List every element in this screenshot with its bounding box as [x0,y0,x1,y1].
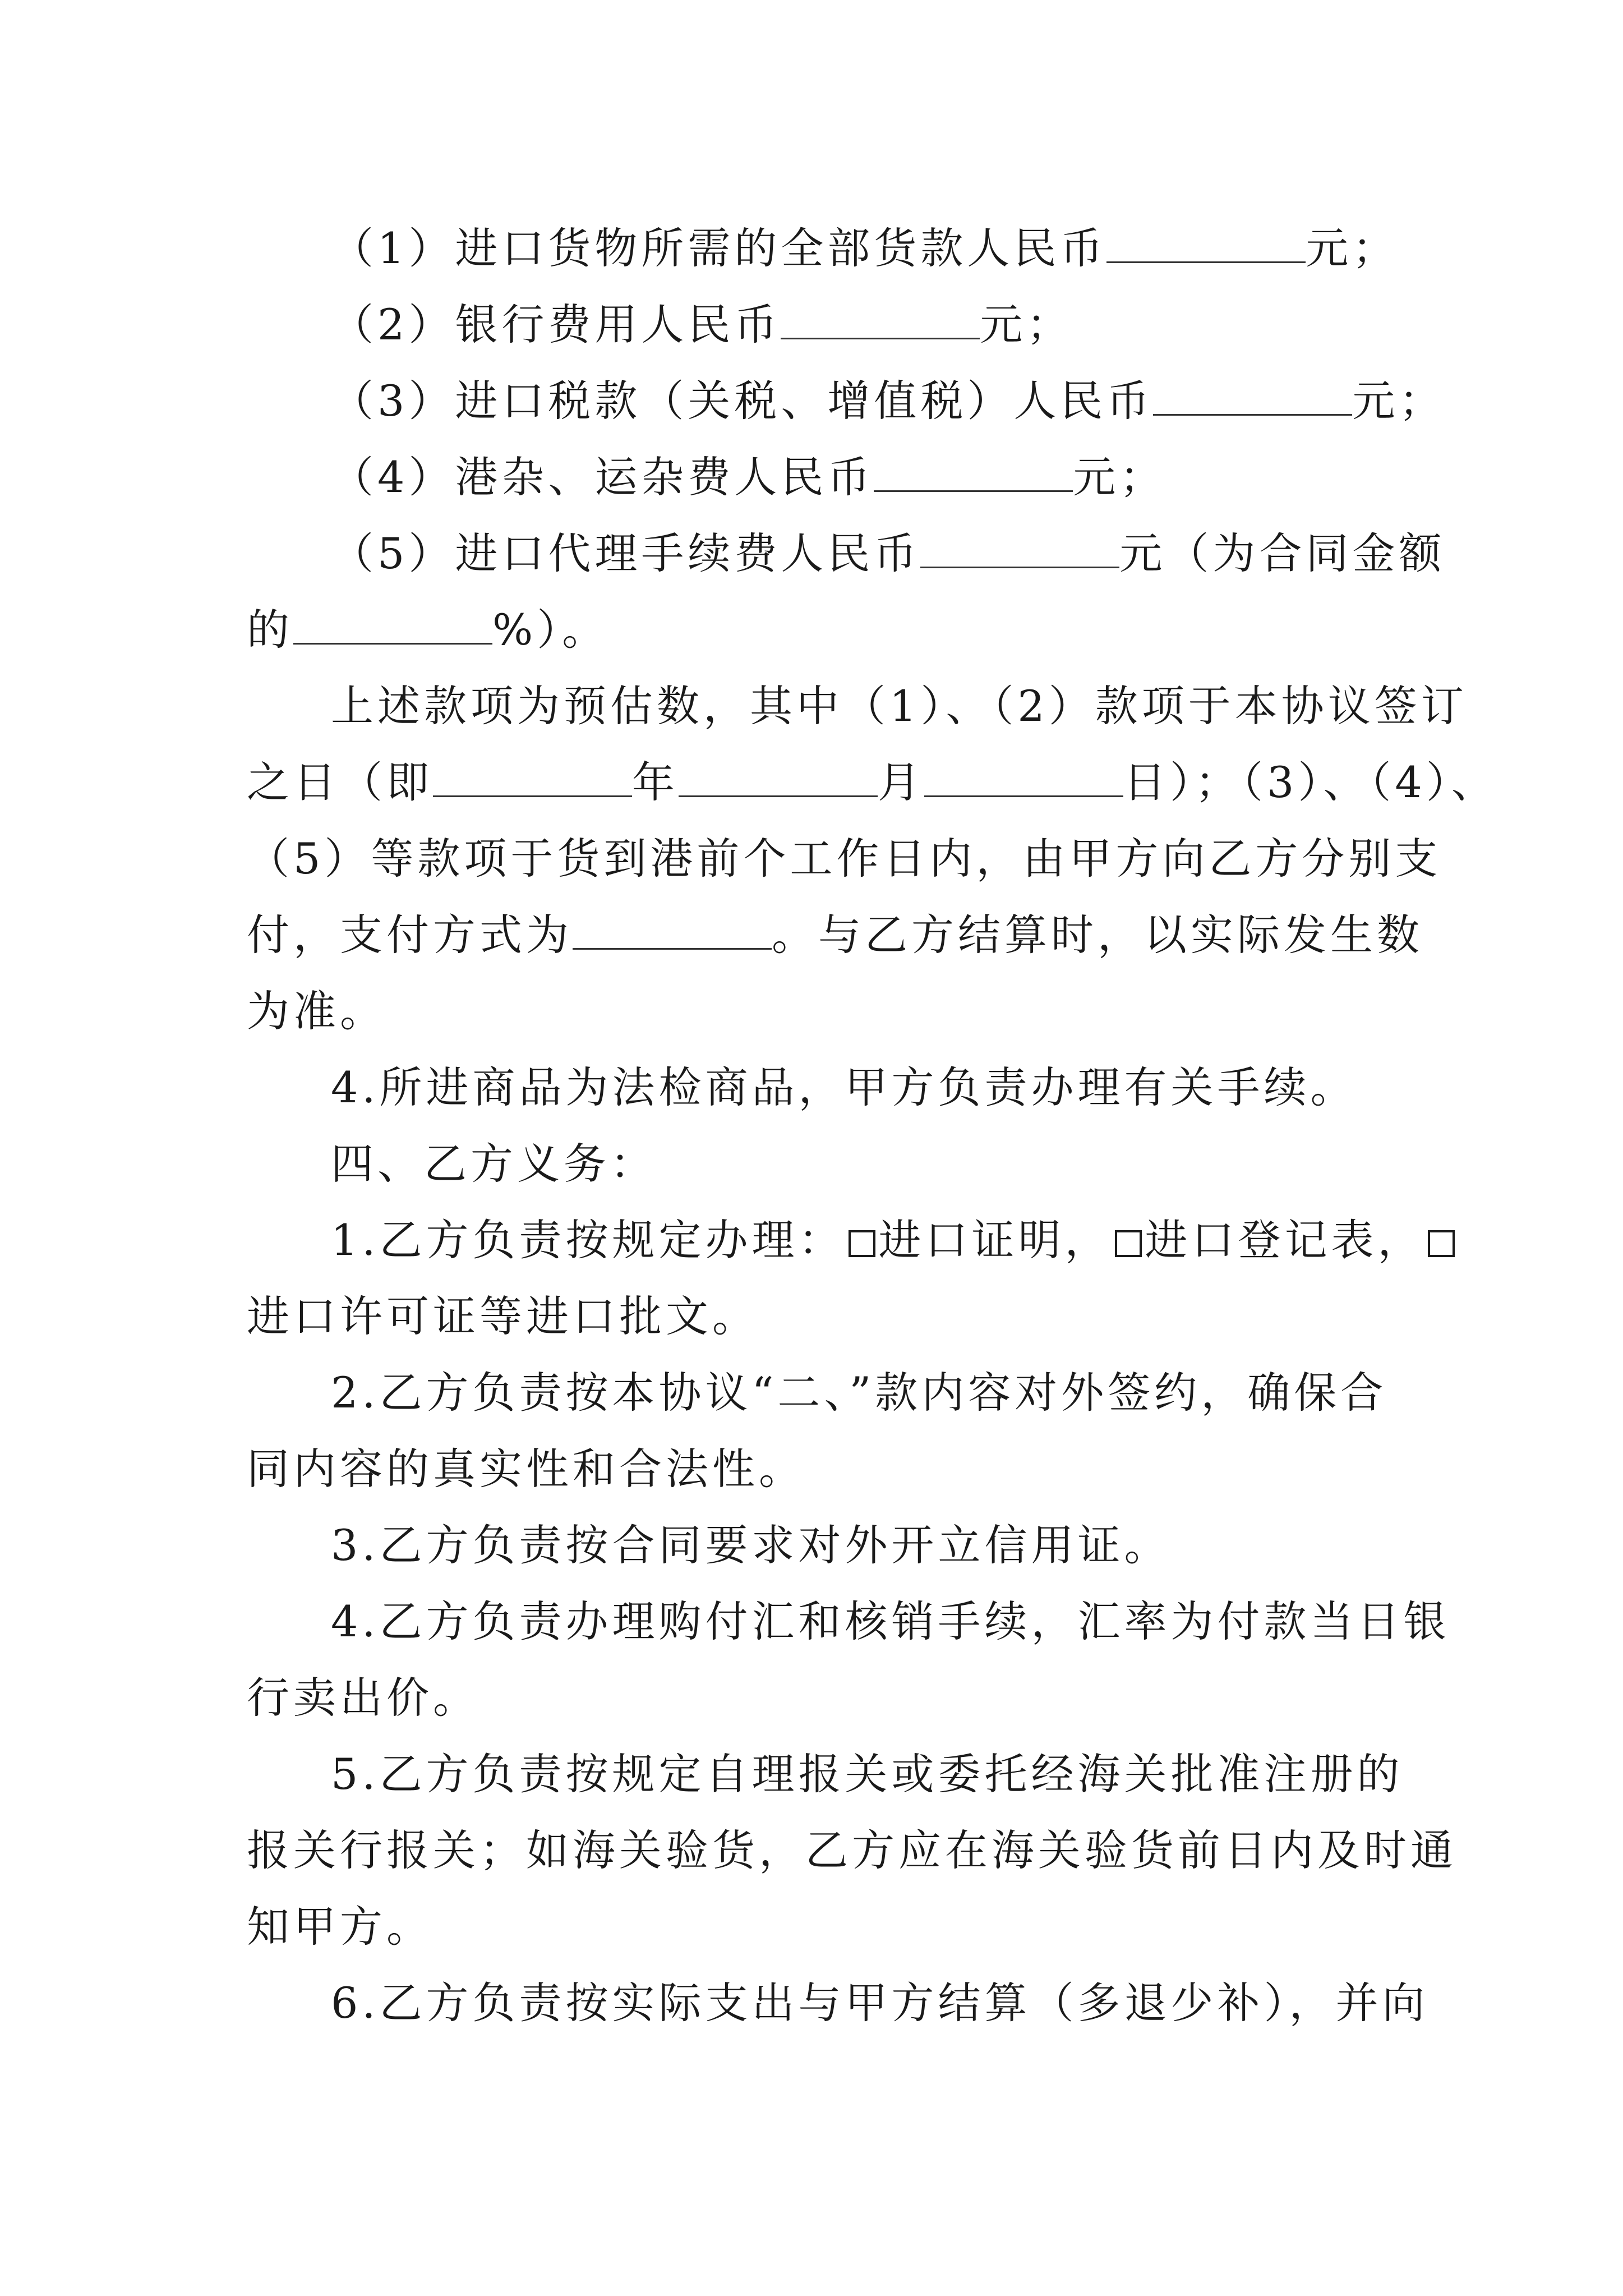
paragraph-text: （4）港杂、运杂费人民币 [331,452,874,502]
paragraph-line [247,821,1442,897]
paragraph-line [247,897,1423,973]
paragraph-text: 。与乙方结算时，以实际发生数 [772,910,1423,960]
paragraph-line [247,744,1498,821]
paragraph-line [247,668,1468,744]
paragraph-text: 5.乙方负责按规定自理报关或委托经海关批准注册的 [331,1749,1404,1799]
checkbox-icon[interactable] [1115,1230,1142,1257]
paragraph-line [247,363,1446,439]
paragraph-line [247,1660,1402,1736]
fill-in-blank[interactable] [1106,226,1306,263]
paragraph-text: 上述款项为预估数，其中（1）、（2）款项于本协议签订 [331,681,1468,731]
paragraph-text: （3）进口税款（关税、增值税）人民币 [331,376,1154,426]
paragraph-text: （1）进口货物所需的全部货款人民币 [331,223,1107,273]
fill-in-blank[interactable] [781,302,980,339]
paragraph-text: 付，支付方式为 [247,910,573,960]
paragraph-text: 日）；（3）、（4）、 [1123,757,1498,807]
paragraph-line [247,1202,1424,1278]
fill-in-blank[interactable] [573,912,772,950]
paragraph-line [247,592,1402,668]
paragraph-text: 进口许可证等进口批文。 [247,1291,759,1341]
paragraph-line [247,439,1402,516]
paragraph-text: 的 [247,605,293,655]
checkbox-icon[interactable] [849,1230,875,1257]
paragraph-line [247,1355,1402,1431]
fill-in-blank[interactable] [679,760,878,797]
paragraph-text: 元； [980,300,1073,349]
paragraph-text: 元； [1073,452,1166,502]
paragraph-line [247,1050,1402,1126]
paragraph-line [247,1431,1402,1507]
paragraph-text: 年 [632,757,679,807]
paragraph-text: 4.乙方负责办理购付汇和核销手续，汇率为付款当日银 [331,1596,1450,1646]
paragraph-text: 行卖出价。 [247,1673,479,1723]
paragraph-text: （2）银行费用人民币 [331,300,781,349]
fill-in-blank[interactable] [924,760,1123,797]
paragraph-line [247,287,1402,363]
paragraph-text: 3.乙方负责按合同要求对外开立信用证。 [331,1520,1171,1570]
fill-in-blank[interactable] [433,760,632,797]
checkbox-icon[interactable] [1428,1230,1455,1257]
fill-in-blank[interactable] [1153,378,1352,416]
paragraph-line [247,1584,1450,1660]
paragraph-line [247,516,1446,592]
paragraph-line [247,1889,1402,1965]
paragraph-line [247,1736,1402,1812]
paragraph-line [247,1812,1457,1889]
fill-in-blank[interactable] [920,531,1119,568]
paragraph-text: 同内容的真实性和合法性。 [247,1444,805,1494]
paragraph-text: %）。 [492,605,609,655]
paragraph-text: 四、乙方义务： [331,1139,657,1189]
fill-in-blank[interactable] [874,454,1073,492]
paragraph-text: 之日（即 [247,757,433,807]
paragraph-text: 元（为合同金额 [1119,528,1446,578]
paragraph-line [247,1126,1402,1202]
paragraph-text: 6.乙方负责按实际支出与甲方结算（多退少补），并向 [331,1978,1429,2028]
paragraph-text: 元； [1306,223,1399,273]
paragraph-text: 1.乙方负责按规定办理： [331,1215,845,1265]
fill-in-blank[interactable] [293,607,492,645]
paragraph-text: 元； [1352,376,1446,426]
paragraph-text: 进口证明， [878,1215,1112,1265]
paragraph-text: 进口登记表， [1145,1215,1424,1265]
paragraph-text: （5）进口代理手续费人民币 [331,528,921,578]
paragraph-text: 报关行报关；如海关验货，乙方应在海关验货前日内及时通 [247,1825,1457,1875]
paragraph-line [247,1278,1402,1355]
paragraph-text: 知甲方。 [247,1902,433,1952]
paragraph-line [247,1507,1402,1584]
paragraph-text: 月 [878,757,924,807]
paragraph-text: 4.所进商品为法检商品，甲方负责办理有关手续。 [331,1062,1357,1112]
paragraph-text: 2.乙方负责按本协议“二、”款内容对外签约，确保合 [331,1368,1387,1418]
paragraph-text: 为准。 [247,986,386,1036]
paragraph-line [247,1965,1429,2041]
paragraph-text: （5）等款项于货到港前个工作日内，由甲方向乙方分别支 [247,834,1442,884]
document-body [247,210,1498,2041]
paragraph-line [247,210,1402,287]
paragraph-line [247,973,1402,1050]
